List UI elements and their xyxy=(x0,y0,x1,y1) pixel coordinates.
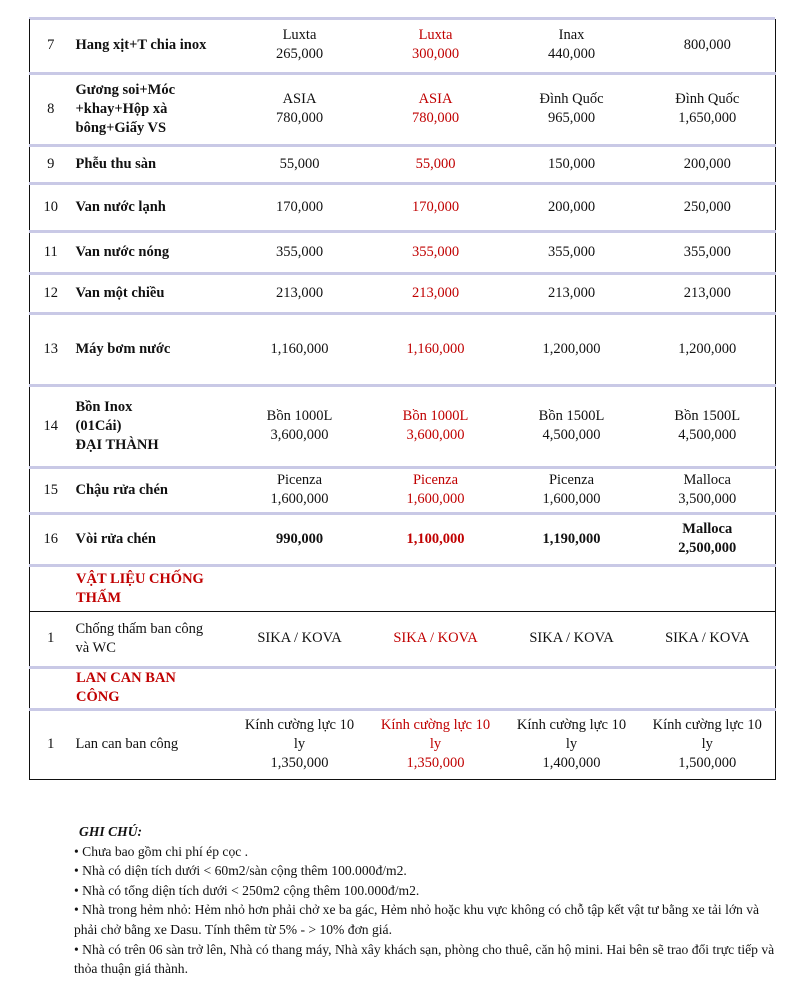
item-name xyxy=(72,513,232,565)
item-name xyxy=(72,709,232,779)
item-name xyxy=(72,467,232,513)
price-cell-1 xyxy=(232,513,368,565)
price-line: 170,000 xyxy=(275,198,324,215)
item-name xyxy=(72,385,232,467)
price-line: 1,400,000 xyxy=(542,755,601,771)
item-name-line: Van nước lạnh xyxy=(75,198,166,215)
price-line: Bồn 1500L xyxy=(674,408,741,424)
price-line: 55,000 xyxy=(415,155,456,172)
section-title-line: LAN CAN BAN xyxy=(76,670,176,686)
item-name xyxy=(72,231,232,273)
section-header-row xyxy=(30,667,776,709)
price-line: 1,350,000 xyxy=(270,755,329,771)
price-line: Malloca xyxy=(682,521,733,537)
item-name-line: Van nước nóng xyxy=(75,243,170,260)
price-line: 440,000 xyxy=(547,46,596,63)
price-cell-3 xyxy=(504,73,640,145)
section-title-line: THẤM xyxy=(76,589,122,606)
price-cell-4 xyxy=(640,467,776,513)
price-line: Bồn 1000L xyxy=(402,408,469,424)
price-cell-4 xyxy=(640,273,776,313)
price-cell-4 xyxy=(640,611,776,667)
price-cell-2 xyxy=(368,611,504,667)
price-line: 1,650,000 xyxy=(678,110,737,126)
row-number: 15 xyxy=(30,467,72,513)
item-name-line: Lan can ban công xyxy=(75,736,179,752)
price-line: Picenza xyxy=(548,472,595,488)
price-cell-3 xyxy=(504,709,640,779)
note-item: • Nhà có trên 06 sàn trở lên, Nhà có thang máy, Nhà xây khách sạn, phòng cho thuê, căn hộ mini. Hai bên sẽ trao đổi trực tiếp và thỏa thuận giá thành. xyxy=(74,941,775,977)
row-number: 13 xyxy=(30,313,72,385)
price-cell-2 xyxy=(368,73,504,145)
price-line: 4,500,000 xyxy=(678,427,737,443)
price-line: 250,000 xyxy=(683,198,731,215)
price-line: Đình Quốc xyxy=(675,91,740,107)
price-line: Kính cường lực 10 xyxy=(244,717,355,733)
section-header-row xyxy=(30,565,776,611)
price-line: ly xyxy=(565,736,578,752)
section-title xyxy=(30,565,776,611)
price-table-sheet xyxy=(29,19,775,780)
price-line: 150,000 xyxy=(547,155,596,172)
price-line: 780,000 xyxy=(411,110,460,126)
price-line: Luxta xyxy=(282,27,317,44)
price-line: Luxta xyxy=(418,27,453,44)
price-cell-2 xyxy=(368,19,504,73)
table-row xyxy=(30,231,776,273)
notes-section xyxy=(74,822,782,979)
row-number: 12 xyxy=(30,273,72,313)
price-cell-1 xyxy=(232,19,368,73)
price-line: 1,200,000 xyxy=(542,340,601,357)
price-line: 213,000 xyxy=(683,284,731,301)
row-number: 9 xyxy=(30,145,72,183)
row-number: 16 xyxy=(30,513,72,565)
price-cell-3 xyxy=(504,611,640,667)
row-number: 8 xyxy=(30,73,72,145)
item-name-line: Chậu rửa chén xyxy=(75,481,168,498)
table-row xyxy=(30,313,776,385)
item-name xyxy=(72,611,232,667)
price-cell-2 xyxy=(368,273,504,313)
price-line: Bồn 1500L xyxy=(538,408,605,424)
price-line: 1,600,000 xyxy=(542,491,601,507)
price-line: 1,200,000 xyxy=(678,340,737,357)
row-number: 14 xyxy=(30,385,72,467)
item-name xyxy=(72,183,232,231)
price-line: 300,000 xyxy=(411,46,460,63)
price-line: 1,350,000 xyxy=(406,755,465,771)
price-cell-4 xyxy=(640,513,776,565)
price-line: Bồn 1000L xyxy=(266,408,333,424)
price-cell-3 xyxy=(504,145,640,183)
item-name-line: Gương soi+Móc xyxy=(75,81,176,98)
item-name xyxy=(72,19,232,73)
notes-title: GHI CHÚ: xyxy=(79,824,143,839)
price-cell-4 xyxy=(640,145,776,183)
section-title-line: CÔNG xyxy=(76,689,120,705)
price-cell-4 xyxy=(640,183,776,231)
price-line: Đình Quốc xyxy=(539,91,604,107)
section-title xyxy=(30,667,776,709)
price-line: SIKA / KOVA xyxy=(665,630,750,646)
item-name-line: ĐẠI THÀNH xyxy=(75,436,159,453)
price-cell-1 xyxy=(232,273,368,313)
price-table-body xyxy=(30,19,776,779)
price-line: ly xyxy=(429,736,442,752)
table-row xyxy=(30,19,776,73)
price-line: ASIA xyxy=(418,91,453,107)
price-cell-4 xyxy=(640,313,776,385)
price-table xyxy=(29,19,776,780)
price-line: SIKA / KOVA xyxy=(529,630,614,646)
price-line: 3,600,000 xyxy=(270,427,329,443)
price-line: 800,000 xyxy=(683,36,731,53)
row-number: 11 xyxy=(30,231,72,273)
item-name xyxy=(72,313,232,385)
price-line: 1,600,000 xyxy=(406,491,465,507)
price-cell-4 xyxy=(640,385,776,467)
price-cell-1 xyxy=(232,611,368,667)
table-row xyxy=(30,273,776,313)
price-line: 1,100,000 xyxy=(406,530,465,547)
price-line: 55,000 xyxy=(279,155,320,172)
row-number: 1 xyxy=(30,709,72,779)
item-name-line: Bồn Inox xyxy=(75,398,133,415)
item-name xyxy=(72,145,232,183)
price-cell-1 xyxy=(232,231,368,273)
price-line: 1,500,000 xyxy=(678,755,737,771)
item-name-line: Phễu thu sàn xyxy=(75,155,157,172)
price-line: 170,000 xyxy=(411,198,460,215)
price-line: Malloca xyxy=(683,472,731,488)
note-item: • Nhà có tổng diện tích dưới < 250m2 cộng thêm 100.000đ/m2. xyxy=(74,882,420,898)
price-line: 1,160,000 xyxy=(270,340,329,357)
item-name xyxy=(72,73,232,145)
price-cell-4 xyxy=(640,231,776,273)
price-line: Kính cường lực 10 xyxy=(516,717,627,733)
price-cell-1 xyxy=(232,385,368,467)
price-line: 1,190,000 xyxy=(542,530,601,547)
item-name-line: +khay+Hộp xà xyxy=(75,100,168,117)
price-line: 965,000 xyxy=(547,110,596,126)
price-line: 780,000 xyxy=(275,110,324,126)
price-line: 265,000 xyxy=(275,46,324,63)
table-row xyxy=(30,709,776,779)
price-cell-2 xyxy=(368,467,504,513)
price-line: 213,000 xyxy=(411,284,460,301)
price-line: 200,000 xyxy=(547,198,596,215)
price-line: 1,600,000 xyxy=(270,491,329,507)
price-cell-2 xyxy=(368,313,504,385)
price-cell-1 xyxy=(232,183,368,231)
price-line: 4,500,000 xyxy=(542,427,601,443)
table-row xyxy=(30,611,776,667)
note-item: • Chưa bao gồm chi phí ép cọc . xyxy=(74,843,249,859)
price-line: SIKA / KOVA xyxy=(257,630,342,646)
note-item: • Nhà có diện tích dưới < 60m2/sàn cộng thêm 100.000đ/m2. xyxy=(74,863,407,879)
table-row xyxy=(30,513,776,565)
price-cell-2 xyxy=(368,513,504,565)
price-cell-3 xyxy=(504,183,640,231)
item-name-line: Máy bơm nước xyxy=(75,340,171,357)
row-number: 10 xyxy=(30,183,72,231)
price-cell-3 xyxy=(504,313,640,385)
item-name xyxy=(72,273,232,313)
price-cell-3 xyxy=(504,467,640,513)
table-row xyxy=(30,385,776,467)
price-cell-2 xyxy=(368,709,504,779)
price-line: 1,160,000 xyxy=(406,340,465,357)
price-line: 200,000 xyxy=(683,155,731,172)
table-row xyxy=(30,183,776,231)
price-line: Picenza xyxy=(412,472,459,488)
price-cell-2 xyxy=(368,183,504,231)
price-line: ly xyxy=(701,736,713,752)
price-line: ly xyxy=(293,736,306,752)
price-cell-3 xyxy=(504,231,640,273)
price-line: 990,000 xyxy=(275,530,324,547)
price-line: Kính cường lực 10 xyxy=(652,717,762,733)
price-line: 213,000 xyxy=(547,284,596,301)
row-number: 1 xyxy=(30,611,72,667)
item-name-line: Vòi rửa chén xyxy=(75,530,156,547)
item-name-line: Chống thấm ban công xyxy=(75,620,204,637)
price-line: Kính cường lực 10 xyxy=(380,717,491,733)
item-name-line: và WC xyxy=(75,639,116,656)
table-row xyxy=(30,145,776,183)
price-line: SIKA / KOVA xyxy=(393,630,478,646)
row-number: 7 xyxy=(30,19,72,73)
price-line: 355,000 xyxy=(683,243,731,260)
price-cell-4 xyxy=(640,709,776,779)
price-line: Inax xyxy=(558,27,585,44)
price-line: 3,500,000 xyxy=(678,491,737,507)
price-line: ASIA xyxy=(282,91,317,107)
price-cell-4 xyxy=(640,73,776,145)
price-line: Picenza xyxy=(276,472,323,488)
price-cell-1 xyxy=(232,709,368,779)
price-line: 213,000 xyxy=(275,284,324,301)
price-cell-1 xyxy=(232,313,368,385)
price-cell-2 xyxy=(368,385,504,467)
price-cell-2 xyxy=(368,145,504,183)
price-cell-4 xyxy=(640,19,776,73)
price-cell-1 xyxy=(232,73,368,145)
section-title-line: VẬT LIỆU CHỐNG xyxy=(76,570,204,587)
price-cell-3 xyxy=(504,513,640,565)
table-row xyxy=(30,73,776,145)
price-line: 3,600,000 xyxy=(406,427,465,443)
table-row xyxy=(30,467,776,513)
price-cell-3 xyxy=(504,273,640,313)
price-line: 2,500,000 xyxy=(678,540,737,556)
price-cell-3 xyxy=(504,19,640,73)
price-line: 355,000 xyxy=(275,243,324,260)
item-name-line: Van một chiều xyxy=(75,284,165,301)
notes-list xyxy=(74,842,782,979)
item-name-line: Hang xịt+T chia inox xyxy=(75,36,207,53)
price-line: 355,000 xyxy=(411,243,460,260)
note-item: • Nhà trong hẻm nhỏ: Hẻm nhỏ hơn phải chở xe ba gác, Hẻm nhỏ hoặc khu vực không có chỗ tập kết vật tư bằng xe tải lớn và phải chở bằng xe Dasu. Tính thêm từ 5% - > 10% đơn giá. xyxy=(74,902,760,937)
price-line: 355,000 xyxy=(547,243,596,260)
price-cell-2 xyxy=(368,231,504,273)
price-cell-1 xyxy=(232,145,368,183)
price-cell-1 xyxy=(232,467,368,513)
item-name-line: bông+Giấy VS xyxy=(75,119,167,136)
price-cell-3 xyxy=(504,385,640,467)
item-name-line: (01Cái) xyxy=(75,417,122,434)
